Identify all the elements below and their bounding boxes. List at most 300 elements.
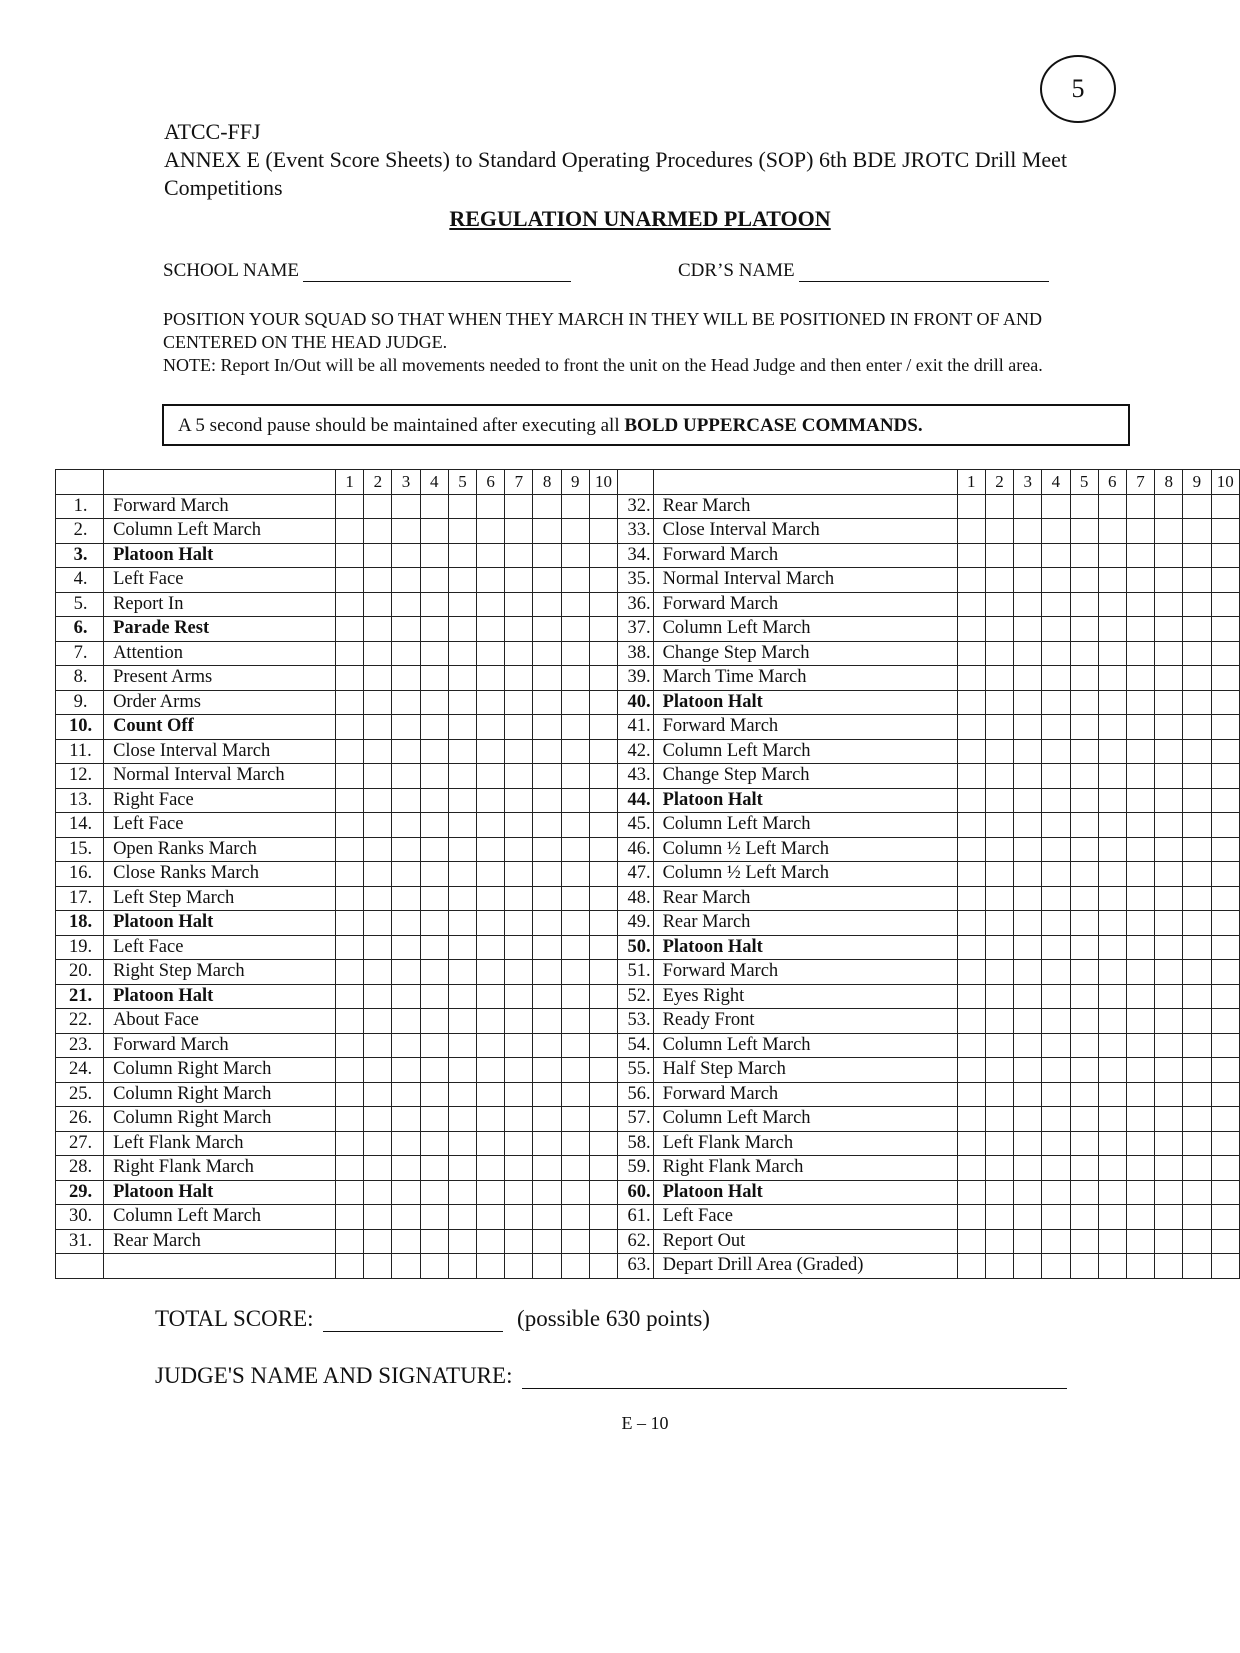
score-cell[interactable] <box>336 764 364 789</box>
score-cell[interactable] <box>392 788 420 813</box>
score-cell[interactable] <box>957 617 985 642</box>
score-cell[interactable] <box>505 984 533 1009</box>
score-cell[interactable] <box>1014 494 1042 519</box>
score-cell[interactable] <box>364 935 392 960</box>
score-cell[interactable] <box>533 519 561 544</box>
score-cell[interactable] <box>1126 1058 1154 1083</box>
score-cell[interactable] <box>957 1229 985 1254</box>
score-cell[interactable] <box>448 911 476 936</box>
score-cell[interactable] <box>1042 886 1070 911</box>
score-cell[interactable] <box>985 739 1013 764</box>
score-cell[interactable] <box>420 617 448 642</box>
score-cell[interactable] <box>364 1131 392 1156</box>
score-cell[interactable] <box>1126 739 1154 764</box>
cdr-name-line[interactable] <box>799 261 1049 282</box>
score-cell[interactable] <box>1155 1254 1183 1279</box>
score-cell[interactable] <box>1183 1180 1211 1205</box>
score-cell[interactable] <box>985 911 1013 936</box>
score-cell[interactable] <box>957 1107 985 1132</box>
score-cell[interactable] <box>336 494 364 519</box>
score-cell[interactable] <box>448 984 476 1009</box>
score-cell[interactable] <box>957 1205 985 1230</box>
score-cell[interactable] <box>364 494 392 519</box>
score-cell[interactable] <box>1098 568 1126 593</box>
score-cell[interactable] <box>533 1254 561 1279</box>
score-cell[interactable] <box>1126 813 1154 838</box>
score-cell[interactable] <box>477 788 505 813</box>
score-cell[interactable] <box>392 1205 420 1230</box>
score-cell[interactable] <box>336 519 364 544</box>
score-cell[interactable] <box>1155 1107 1183 1132</box>
score-cell[interactable] <box>1098 494 1126 519</box>
score-cell[interactable] <box>1098 1180 1126 1205</box>
score-cell[interactable] <box>448 837 476 862</box>
score-cell[interactable] <box>1098 1131 1126 1156</box>
score-cell[interactable] <box>533 935 561 960</box>
score-cell[interactable] <box>336 1082 364 1107</box>
score-cell[interactable] <box>1042 1107 1070 1132</box>
score-cell[interactable] <box>477 837 505 862</box>
score-cell[interactable] <box>1014 813 1042 838</box>
score-cell[interactable] <box>1014 543 1042 568</box>
score-cell[interactable] <box>1211 788 1239 813</box>
score-cell[interactable] <box>1183 886 1211 911</box>
score-cell[interactable] <box>985 543 1013 568</box>
score-cell[interactable] <box>1155 739 1183 764</box>
score-cell[interactable] <box>448 788 476 813</box>
score-cell[interactable] <box>364 568 392 593</box>
score-cell[interactable] <box>1183 592 1211 617</box>
score-cell[interactable] <box>336 911 364 936</box>
score-cell[interactable] <box>1183 1058 1211 1083</box>
score-cell[interactable] <box>1070 1131 1098 1156</box>
score-cell[interactable] <box>420 1082 448 1107</box>
score-cell[interactable] <box>1014 617 1042 642</box>
score-cell[interactable] <box>1070 543 1098 568</box>
score-cell[interactable] <box>561 690 589 715</box>
score-cell[interactable] <box>589 911 617 936</box>
score-cell[interactable] <box>985 617 1013 642</box>
score-cell[interactable] <box>505 886 533 911</box>
score-cell[interactable] <box>1098 1205 1126 1230</box>
score-cell[interactable] <box>336 1254 364 1279</box>
score-cell[interactable] <box>1211 1082 1239 1107</box>
score-cell[interactable] <box>448 592 476 617</box>
score-cell[interactable] <box>448 494 476 519</box>
score-cell[interactable] <box>1155 935 1183 960</box>
score-cell[interactable] <box>957 764 985 789</box>
score-cell[interactable] <box>957 519 985 544</box>
score-cell[interactable] <box>448 617 476 642</box>
score-cell[interactable] <box>1098 1058 1126 1083</box>
score-cell[interactable] <box>533 886 561 911</box>
score-cell[interactable] <box>533 1058 561 1083</box>
score-cell[interactable] <box>364 1156 392 1181</box>
score-cell[interactable] <box>1098 1229 1126 1254</box>
score-cell[interactable] <box>1098 1156 1126 1181</box>
score-cell[interactable] <box>505 543 533 568</box>
score-cell[interactable] <box>364 1082 392 1107</box>
score-cell[interactable] <box>1070 617 1098 642</box>
score-cell[interactable] <box>1042 494 1070 519</box>
score-cell[interactable] <box>420 984 448 1009</box>
score-cell[interactable] <box>505 1082 533 1107</box>
score-cell[interactable] <box>589 739 617 764</box>
score-cell[interactable] <box>589 494 617 519</box>
score-cell[interactable] <box>561 543 589 568</box>
score-cell[interactable] <box>448 1058 476 1083</box>
score-cell[interactable] <box>1211 1229 1239 1254</box>
score-cell[interactable] <box>1070 1205 1098 1230</box>
score-cell[interactable] <box>1183 543 1211 568</box>
score-cell[interactable] <box>957 1180 985 1205</box>
score-cell[interactable] <box>477 1107 505 1132</box>
score-cell[interactable] <box>1183 1229 1211 1254</box>
score-cell[interactable] <box>364 1058 392 1083</box>
score-cell[interactable] <box>589 1205 617 1230</box>
score-cell[interactable] <box>1014 788 1042 813</box>
score-cell[interactable] <box>1070 1229 1098 1254</box>
score-cell[interactable] <box>477 739 505 764</box>
score-cell[interactable] <box>505 813 533 838</box>
score-cell[interactable] <box>336 666 364 691</box>
score-cell[interactable] <box>1014 568 1042 593</box>
score-cell[interactable] <box>505 494 533 519</box>
score-cell[interactable] <box>448 1229 476 1254</box>
score-cell[interactable] <box>448 960 476 985</box>
score-cell[interactable] <box>1211 886 1239 911</box>
score-cell[interactable] <box>364 1229 392 1254</box>
score-cell[interactable] <box>1126 837 1154 862</box>
score-cell[interactable] <box>533 666 561 691</box>
score-cell[interactable] <box>336 1205 364 1230</box>
score-cell[interactable] <box>1042 641 1070 666</box>
score-cell[interactable] <box>1183 1082 1211 1107</box>
score-cell[interactable] <box>561 911 589 936</box>
score-cell[interactable] <box>1126 1033 1154 1058</box>
score-cell[interactable] <box>1155 1082 1183 1107</box>
score-cell[interactable] <box>957 788 985 813</box>
score-cell[interactable] <box>505 862 533 887</box>
score-cell[interactable] <box>364 543 392 568</box>
score-cell[interactable] <box>957 568 985 593</box>
score-cell[interactable] <box>589 1082 617 1107</box>
score-cell[interactable] <box>477 1156 505 1181</box>
score-cell[interactable] <box>1126 690 1154 715</box>
score-cell[interactable] <box>505 617 533 642</box>
score-cell[interactable] <box>985 1058 1013 1083</box>
score-cell[interactable] <box>477 494 505 519</box>
score-cell[interactable] <box>1155 494 1183 519</box>
score-cell[interactable] <box>561 788 589 813</box>
score-cell[interactable] <box>1098 519 1126 544</box>
score-cell[interactable] <box>477 862 505 887</box>
score-cell[interactable] <box>1155 960 1183 985</box>
score-cell[interactable] <box>505 519 533 544</box>
score-cell[interactable] <box>1155 984 1183 1009</box>
score-cell[interactable] <box>448 690 476 715</box>
score-cell[interactable] <box>336 1033 364 1058</box>
score-cell[interactable] <box>533 764 561 789</box>
score-cell[interactable] <box>1070 690 1098 715</box>
score-cell[interactable] <box>336 1180 364 1205</box>
score-cell[interactable] <box>505 690 533 715</box>
score-cell[interactable] <box>1155 862 1183 887</box>
score-cell[interactable] <box>1070 764 1098 789</box>
score-cell[interactable] <box>392 543 420 568</box>
score-cell[interactable] <box>957 592 985 617</box>
score-cell[interactable] <box>1183 837 1211 862</box>
score-cell[interactable] <box>448 543 476 568</box>
score-cell[interactable] <box>1070 837 1098 862</box>
score-cell[interactable] <box>448 1180 476 1205</box>
score-cell[interactable] <box>392 617 420 642</box>
score-cell[interactable] <box>420 1254 448 1279</box>
score-cell[interactable] <box>477 813 505 838</box>
score-cell[interactable] <box>477 886 505 911</box>
score-cell[interactable] <box>1098 617 1126 642</box>
score-cell[interactable] <box>392 1229 420 1254</box>
score-cell[interactable] <box>1211 1254 1239 1279</box>
score-cell[interactable] <box>1155 1033 1183 1058</box>
score-cell[interactable] <box>336 592 364 617</box>
score-cell[interactable] <box>589 935 617 960</box>
score-cell[interactable] <box>448 1205 476 1230</box>
score-cell[interactable] <box>533 1082 561 1107</box>
score-cell[interactable] <box>420 911 448 936</box>
score-cell[interactable] <box>336 543 364 568</box>
score-cell[interactable] <box>1098 543 1126 568</box>
score-cell[interactable] <box>420 788 448 813</box>
score-cell[interactable] <box>1183 666 1211 691</box>
score-cell[interactable] <box>1155 1180 1183 1205</box>
score-cell[interactable] <box>1070 494 1098 519</box>
score-cell[interactable] <box>477 1131 505 1156</box>
score-cell[interactable] <box>985 886 1013 911</box>
score-cell[interactable] <box>420 739 448 764</box>
score-cell[interactable] <box>392 1254 420 1279</box>
score-cell[interactable] <box>1183 935 1211 960</box>
score-cell[interactable] <box>1070 739 1098 764</box>
score-cell[interactable] <box>420 690 448 715</box>
score-cell[interactable] <box>589 641 617 666</box>
score-cell[interactable] <box>561 1156 589 1181</box>
score-cell[interactable] <box>589 543 617 568</box>
score-cell[interactable] <box>505 960 533 985</box>
score-cell[interactable] <box>364 862 392 887</box>
score-cell[interactable] <box>985 1156 1013 1181</box>
score-cell[interactable] <box>589 592 617 617</box>
score-cell[interactable] <box>1183 1009 1211 1034</box>
score-cell[interactable] <box>1098 788 1126 813</box>
score-cell[interactable] <box>1042 690 1070 715</box>
score-cell[interactable] <box>364 1180 392 1205</box>
score-cell[interactable] <box>392 1058 420 1083</box>
score-cell[interactable] <box>1014 1131 1042 1156</box>
score-cell[interactable] <box>589 788 617 813</box>
score-cell[interactable] <box>336 935 364 960</box>
score-cell[interactable] <box>1014 519 1042 544</box>
score-cell[interactable] <box>1183 715 1211 740</box>
score-cell[interactable] <box>420 666 448 691</box>
score-cell[interactable] <box>448 935 476 960</box>
score-cell[interactable] <box>505 1156 533 1181</box>
score-cell[interactable] <box>1098 1033 1126 1058</box>
score-cell[interactable] <box>1042 1131 1070 1156</box>
score-cell[interactable] <box>336 617 364 642</box>
score-cell[interactable] <box>561 641 589 666</box>
score-cell[interactable] <box>1183 494 1211 519</box>
score-cell[interactable] <box>364 837 392 862</box>
score-cell[interactable] <box>561 1254 589 1279</box>
score-cell[interactable] <box>448 739 476 764</box>
score-cell[interactable] <box>1126 862 1154 887</box>
score-cell[interactable] <box>957 960 985 985</box>
score-cell[interactable] <box>477 715 505 740</box>
score-cell[interactable] <box>392 666 420 691</box>
score-cell[interactable] <box>1183 617 1211 642</box>
score-cell[interactable] <box>957 1033 985 1058</box>
score-cell[interactable] <box>336 862 364 887</box>
score-cell[interactable] <box>1211 690 1239 715</box>
score-cell[interactable] <box>1126 519 1154 544</box>
score-cell[interactable] <box>589 960 617 985</box>
score-cell[interactable] <box>420 1229 448 1254</box>
score-cell[interactable] <box>420 1156 448 1181</box>
score-cell[interactable] <box>1155 715 1183 740</box>
score-cell[interactable] <box>1098 739 1126 764</box>
score-cell[interactable] <box>1042 935 1070 960</box>
score-cell[interactable] <box>336 837 364 862</box>
score-cell[interactable] <box>392 739 420 764</box>
score-cell[interactable] <box>1098 592 1126 617</box>
score-cell[interactable] <box>589 617 617 642</box>
score-cell[interactable] <box>957 641 985 666</box>
score-cell[interactable] <box>561 764 589 789</box>
score-cell[interactable] <box>505 1033 533 1058</box>
score-cell[interactable] <box>1070 813 1098 838</box>
score-cell[interactable] <box>1126 592 1154 617</box>
score-cell[interactable] <box>533 1009 561 1034</box>
score-cell[interactable] <box>392 764 420 789</box>
score-cell[interactable] <box>505 715 533 740</box>
score-cell[interactable] <box>1126 617 1154 642</box>
score-cell[interactable] <box>1126 1009 1154 1034</box>
score-cell[interactable] <box>957 886 985 911</box>
score-cell[interactable] <box>533 1156 561 1181</box>
score-cell[interactable] <box>957 911 985 936</box>
score-cell[interactable] <box>364 641 392 666</box>
score-cell[interactable] <box>533 543 561 568</box>
score-cell[interactable] <box>533 788 561 813</box>
score-cell[interactable] <box>420 715 448 740</box>
score-cell[interactable] <box>1126 984 1154 1009</box>
score-cell[interactable] <box>957 862 985 887</box>
score-cell[interactable] <box>420 1033 448 1058</box>
score-cell[interactable] <box>505 764 533 789</box>
score-cell[interactable] <box>589 984 617 1009</box>
score-cell[interactable] <box>561 592 589 617</box>
score-cell[interactable] <box>336 960 364 985</box>
score-cell[interactable] <box>1211 739 1239 764</box>
score-cell[interactable] <box>448 1156 476 1181</box>
score-cell[interactable] <box>1014 935 1042 960</box>
score-cell[interactable] <box>1014 1205 1042 1230</box>
score-cell[interactable] <box>364 1205 392 1230</box>
score-cell[interactable] <box>392 690 420 715</box>
score-cell[interactable] <box>985 837 1013 862</box>
score-cell[interactable] <box>1126 960 1154 985</box>
score-cell[interactable] <box>561 666 589 691</box>
score-cell[interactable] <box>589 813 617 838</box>
score-cell[interactable] <box>589 1107 617 1132</box>
score-cell[interactable] <box>392 935 420 960</box>
score-cell[interactable] <box>1098 1107 1126 1132</box>
score-cell[interactable] <box>1070 592 1098 617</box>
score-cell[interactable] <box>505 837 533 862</box>
score-cell[interactable] <box>561 984 589 1009</box>
score-cell[interactable] <box>1014 1107 1042 1132</box>
score-cell[interactable] <box>985 715 1013 740</box>
score-cell[interactable] <box>505 1131 533 1156</box>
score-cell[interactable] <box>1042 960 1070 985</box>
score-cell[interactable] <box>336 1229 364 1254</box>
score-cell[interactable] <box>1014 641 1042 666</box>
score-cell[interactable] <box>985 935 1013 960</box>
score-cell[interactable] <box>561 494 589 519</box>
score-cell[interactable] <box>1014 1009 1042 1034</box>
score-cell[interactable] <box>589 1009 617 1034</box>
score-cell[interactable] <box>336 1009 364 1034</box>
score-cell[interactable] <box>392 837 420 862</box>
score-cell[interactable] <box>1183 1131 1211 1156</box>
score-cell[interactable] <box>1155 788 1183 813</box>
score-cell[interactable] <box>589 886 617 911</box>
score-cell[interactable] <box>336 984 364 1009</box>
score-cell[interactable] <box>448 1107 476 1132</box>
score-cell[interactable] <box>1098 984 1126 1009</box>
score-cell[interactable] <box>448 1033 476 1058</box>
score-cell[interactable] <box>336 1107 364 1132</box>
score-cell[interactable] <box>1211 1058 1239 1083</box>
score-cell[interactable] <box>985 1082 1013 1107</box>
score-cell[interactable] <box>392 641 420 666</box>
score-cell[interactable] <box>1070 1107 1098 1132</box>
score-cell[interactable] <box>1014 764 1042 789</box>
score-cell[interactable] <box>957 1009 985 1034</box>
score-cell[interactable] <box>561 1009 589 1034</box>
score-cell[interactable] <box>1126 715 1154 740</box>
score-cell[interactable] <box>1014 911 1042 936</box>
score-cell[interactable] <box>420 641 448 666</box>
score-cell[interactable] <box>448 641 476 666</box>
score-cell[interactable] <box>1070 1156 1098 1181</box>
score-cell[interactable] <box>1042 519 1070 544</box>
score-cell[interactable] <box>420 568 448 593</box>
score-cell[interactable] <box>1126 886 1154 911</box>
score-cell[interactable] <box>533 1107 561 1132</box>
score-cell[interactable] <box>1014 1033 1042 1058</box>
score-cell[interactable] <box>533 984 561 1009</box>
score-cell[interactable] <box>1211 813 1239 838</box>
score-cell[interactable] <box>392 1156 420 1181</box>
score-cell[interactable] <box>1014 1058 1042 1083</box>
score-cell[interactable] <box>1070 641 1098 666</box>
score-cell[interactable] <box>1042 1009 1070 1034</box>
score-cell[interactable] <box>364 690 392 715</box>
score-cell[interactable] <box>1211 715 1239 740</box>
score-cell[interactable] <box>1070 886 1098 911</box>
